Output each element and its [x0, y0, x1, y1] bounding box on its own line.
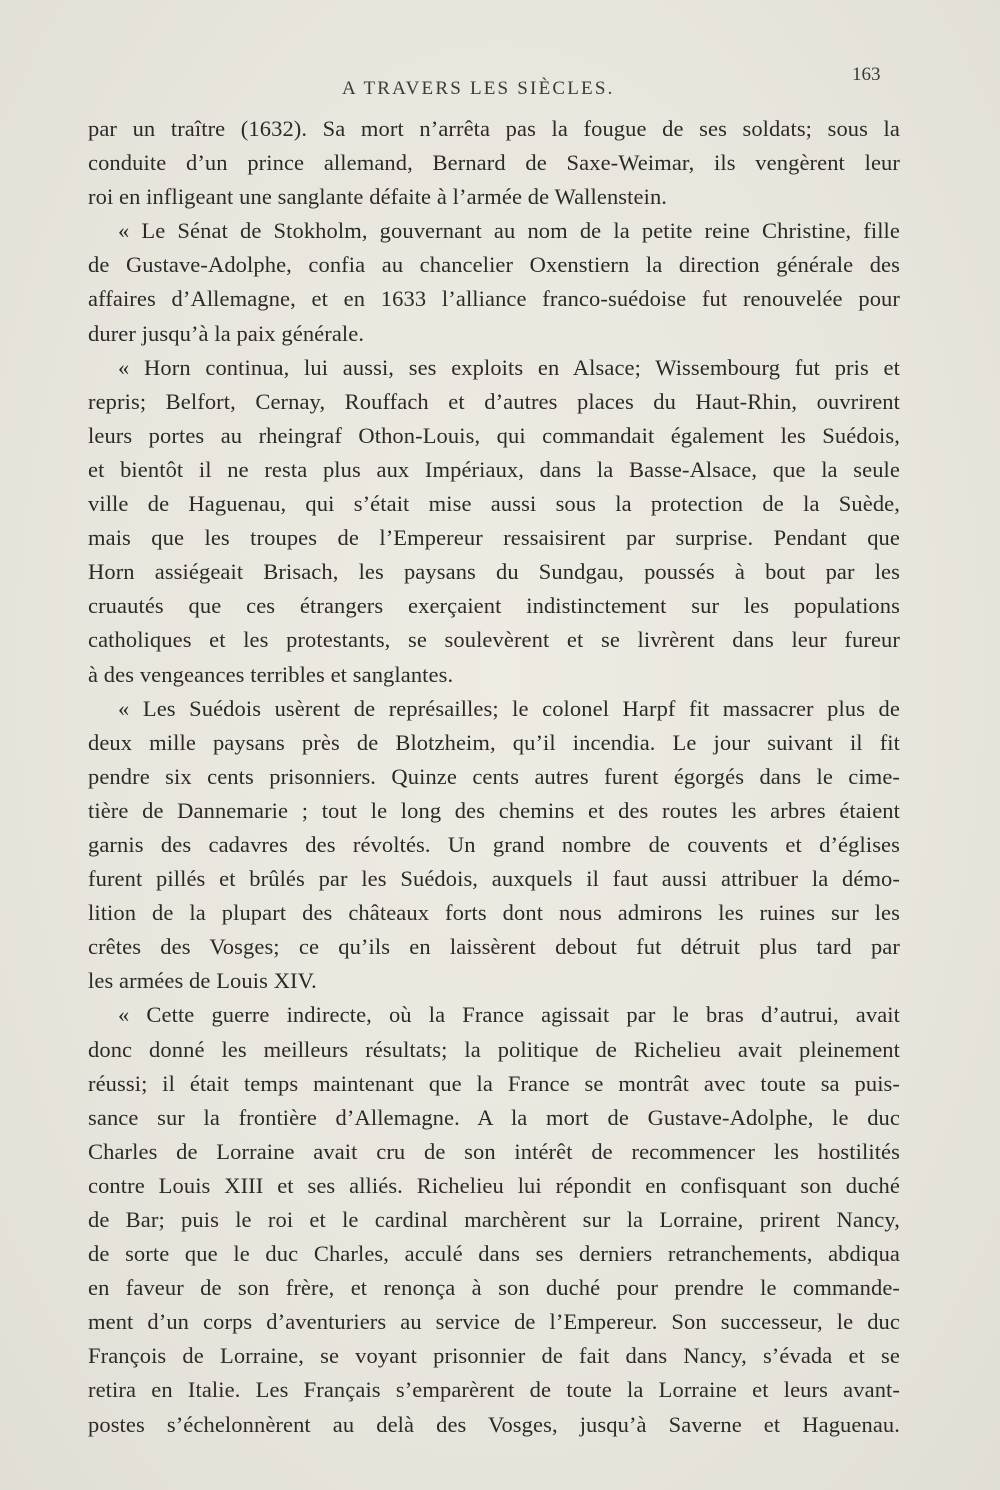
text-line: furent pillés et brûlés par les Suédois, auxquels il faut aussi attribuer la démo- [88, 866, 900, 892]
text-line: et bientôt il ne resta plus aux Impériaux, dans la Basse-Alsace, que la seule [88, 456, 900, 482]
text-line: ville de Haguenau, qui s’était mise aussi sous la protection de la Suède, [88, 491, 900, 517]
text-line: leurs portes au rheingraf Othon-Louis, qui commandait également les Suédois, [88, 422, 900, 448]
text-line: roi en infligeant une sanglante défaite à l’armée de Wallenstein. [88, 184, 668, 210]
text-line: retira en Italie. Les Français s’emparèrent de toute la Lorraine et leurs avant- [88, 1377, 900, 1403]
text-line: tière de Dannemarie ; tout le long des chemins et des routes les arbres étaient [88, 797, 900, 823]
text-line: sance sur la frontière d’Allemagne. A la mort de Gustave-Adolphe, le duc [88, 1104, 900, 1130]
text-line: ment d’un corps d’aventuriers au service de l’Empereur. Son successeur, le duc [88, 1309, 900, 1335]
text-line: « Cette guerre indirecte, où la France agissait par le bras d’autrui, avait [118, 1002, 900, 1028]
text-line: deux mille paysans près de Blotzheim, qu’il incendia. Le jour suivant il fit [88, 729, 900, 755]
text-line: « Le Sénat de Stokholm, gouvernant au nom de la petite reine Christine, fille [118, 218, 900, 244]
text-line: contre Louis XIII et ses alliés. Richelieu lui répondit en confisquant son duché [88, 1172, 900, 1198]
body-text [88, 112, 900, 1442]
text-line: par un traître (1632). Sa mort n’arrêta pas la fougue de ses soldats; sous la [88, 116, 900, 141]
text-line: conduite d’un prince allemand, Bernard de Saxe-Weimar, ils vengèrent leur [88, 150, 900, 176]
text-line: les armées de Louis XIV. [88, 968, 317, 994]
text-line: Horn assiégeait Brisach, les paysans du Sundgau, poussés à bout par les [88, 559, 900, 585]
text-line: François de Lorraine, se voyant prisonnier de fait dans Nancy, s’évada et se [88, 1343, 900, 1369]
text-line: durer jusqu’à la paix générale. [88, 320, 365, 346]
text-line: garnis des cadavres des révoltés. Un grand nombre de couvents et d’églises [88, 831, 900, 857]
text-line: en faveur de son frère, et renonça à son duché pour prendre le commande- [88, 1275, 900, 1301]
text-line: réussi; il était temps maintenant que la France se montrât avec toute sa puis- [88, 1070, 900, 1096]
text-line: pendre six cents prisonniers. Quinze cents autres furent égorgés dans le cime- [88, 763, 900, 789]
text-line: de Gustave-Adolphe, confia au chancelier Oxenstiern la direction générale des [88, 252, 900, 278]
text-line: à des vengeances terribles et sanglantes. [88, 661, 454, 687]
text-line: lition de la plupart des châteaux forts dont nous admirons les ruines sur les [88, 900, 900, 926]
text-line: cruautés que ces étrangers exerçaient indistinctement sur les populations [88, 593, 900, 619]
text-line: donc donné les meilleurs résultats; la politique de Richelieu avait pleinement [88, 1036, 900, 1062]
text-line: catholiques et les protestants, se soulevèrent et se livrèrent dans leur fureur [88, 627, 900, 653]
text-line: repris; Belfort, Cernay, Rouffach et d’autres places du Haut-Rhin, ouvrirent [88, 388, 900, 414]
text-line: « Horn continua, lui aussi, ses exploits en Alsace; Wissembourg fut pris et [118, 354, 900, 380]
text-line: postes s’échelonnèrent au delà des Vosges, jusqu’à Saverne et Haguenau. [88, 1411, 900, 1437]
text-line: Charles de Lorraine avait cru de son intérêt de recommencer les hostilités [88, 1138, 900, 1164]
running-title: A TRAVERS LES SIÈCLES. [342, 78, 615, 99]
text-line: crêtes des Vosges; ce qu’ils en laissèrent debout fut détruit plus tard par [88, 934, 900, 960]
text-line: mais que les troupes de l’Empereur ressaisirent par surprise. Pendant que [88, 525, 900, 551]
running-header [0, 64, 1000, 104]
text-line: « Les Suédois usèrent de représailles; le colonel Harpf fit massacrer plus de [118, 695, 900, 721]
page-number: 163 [852, 64, 881, 85]
text-line: affaires d’Allemagne, et en 1633 l’alliance franco-suédoise fut renouvelée pour [88, 286, 900, 312]
text-line: de sorte que le duc Charles, acculé dans ses derniers retranchements, abdiqua [88, 1241, 900, 1267]
text-line: de Bar; puis le roi et le cardinal marchèrent sur la Lorraine, prirent Nancy, [88, 1207, 900, 1232]
